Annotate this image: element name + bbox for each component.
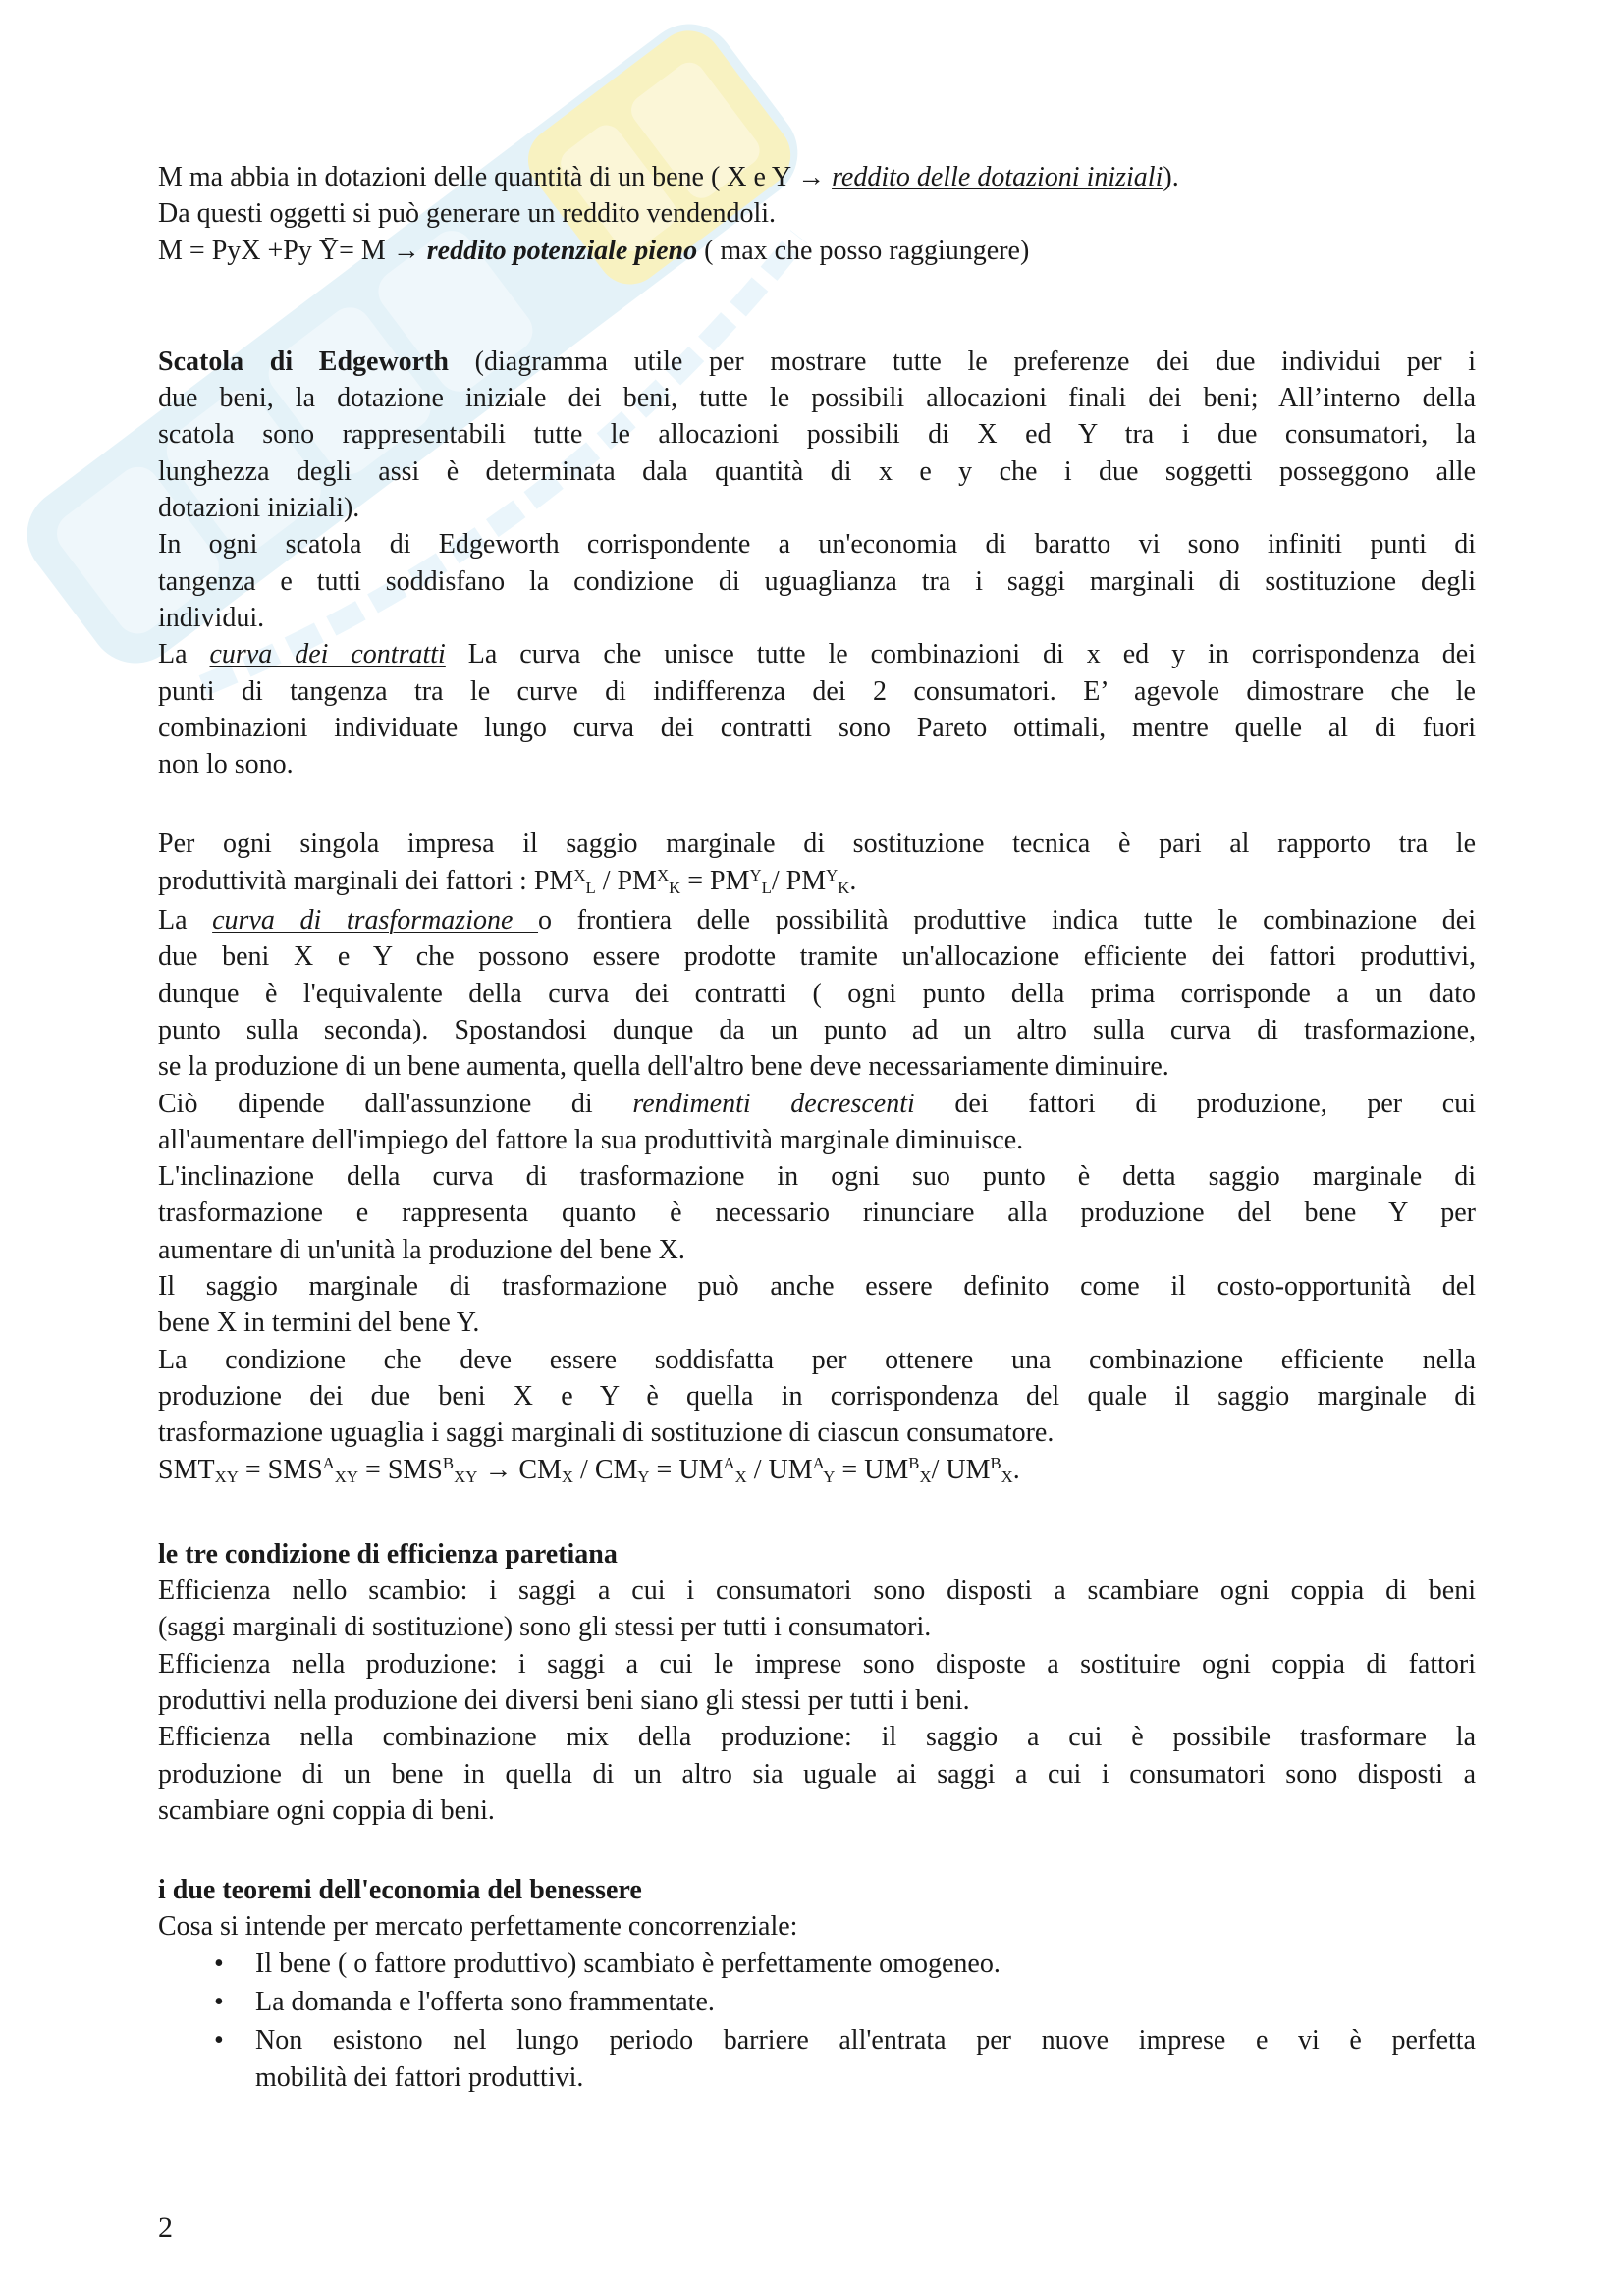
formula-subscript: X <box>1001 1468 1013 1487</box>
formula-term: / UM <box>746 1454 813 1485</box>
formula-term: / CM <box>573 1454 638 1485</box>
formula-subscript: X <box>919 1468 932 1487</box>
paragraph-production-efficiency <box>158 1646 1476 1720</box>
section-heading: i due teoremi dell'economia del benessere <box>158 1875 642 1906</box>
text-run: La <box>158 905 213 936</box>
list-item <box>158 1946 1476 1982</box>
text-run: dei fattori di produzione, per cui <box>914 1088 1476 1119</box>
text-line: L'inclinazione della curva di trasformazione in ogni suo punto è detta saggio marginale di <box>158 1161 1476 1193</box>
formula-superscript: B <box>908 1454 920 1473</box>
formula-term: → CM <box>477 1454 562 1485</box>
key-term: curva di trasformazione <box>212 905 539 936</box>
formula-superscript: X <box>573 865 586 884</box>
paragraph-transformation-curve <box>158 902 1476 1085</box>
text-line: lunghezza degli assi è determinata dala quantità di x e y che i due soggetti posseggono alle <box>158 455 1476 487</box>
text-line <box>158 159 1476 195</box>
text-line: Cosa si intende per mercato perfettamente concorrenziale: <box>158 1911 798 1943</box>
text-line <box>158 902 1476 938</box>
formula-superscript: A <box>322 1454 335 1473</box>
text-line: dunque è l'equivalente della curva dei contratti ( ogni punto della prima corrisponde a un dato <box>158 978 1476 1009</box>
text-line: due beni, la dotazione iniziale dei beni, tutte le possibili allocazioni finali dei beni; All’interno della <box>158 383 1476 414</box>
paragraph-barter-economy <box>158 526 1476 636</box>
text-run: M = PyX +Py Ȳ= M → <box>158 235 427 266</box>
formula-subscript: Y <box>823 1468 836 1487</box>
formula-term: / UM <box>931 1454 991 1485</box>
paragraph-efficiency-condition <box>158 1342 1476 1491</box>
text-line: La domanda e l'offerta sono frammentate. <box>255 1987 715 2018</box>
formula-term: / PM <box>595 865 657 896</box>
paragraph-edgeworth-box <box>158 344 1476 526</box>
paragraph-opportunity-cost <box>158 1268 1476 1342</box>
list-item <box>158 1984 1476 2020</box>
text-line: tangenza e tutti soddisfano la condizione di uguaglianza tra i saggi marginali di sostituzione degli <box>158 565 1476 597</box>
text-run: ( max che posso raggiungere) <box>697 235 1030 266</box>
formula-subscript: XY <box>214 1468 239 1487</box>
key-term: rendimenti decrescenti <box>632 1088 915 1119</box>
paragraph-transformation-slope <box>158 1158 1476 1268</box>
text-line: Il bene ( o fattore produttivo) scambiato è perfettamente omogeneo. <box>255 1948 1001 1979</box>
text-line <box>158 233 1476 269</box>
formula-subscript: X <box>734 1468 747 1487</box>
formula-superscript: Y <box>749 865 762 884</box>
text-line: produzione dei due beni X e Y è quella in corrispondenza del quale il saggio marginale di <box>158 1380 1476 1412</box>
formula-subscript: K <box>669 879 681 898</box>
text-run: La curva che unisce tutte le combinazioni di x ed y in corrispondenza dei <box>445 639 1476 670</box>
text-run: o frontiera delle possibilità produttive indica tutte le combinazione dei <box>538 905 1476 936</box>
text-line: Da questi oggetti si può generare un reddito vendendoli. <box>158 198 777 230</box>
text-line: punto sulla seconda). Spostandosi dunque da un punto ad un altro sulla curva di trasformazione, <box>158 1014 1476 1045</box>
section-term: Scatola di Edgeworth <box>158 346 449 377</box>
text-line: Efficienza nello scambio: i saggi a cui i consumatori sono disposti a scambiare ogni coppia di beni <box>158 1575 1476 1607</box>
formula-superscript: B <box>990 1454 1001 1473</box>
formula-subscript: X <box>561 1468 574 1487</box>
paragraph-technical-substitution <box>158 826 1476 902</box>
text-line: In ogni scatola di Edgeworth corrispondente a un'economia di baratto vi sono infiniti punti di <box>158 529 1476 561</box>
formula-line <box>158 863 1476 902</box>
paragraph-diminishing-returns <box>158 1086 1476 1159</box>
text-line: Efficienza nella combinazione mix della produzione: il saggio a cui è possibile trasformare la <box>158 1722 1476 1753</box>
text-run: produttività marginali dei fattori : <box>158 865 534 896</box>
key-term: reddito potenziale pieno <box>426 235 698 266</box>
text-line <box>158 636 1476 672</box>
text-line: trasformazione uguaglia i saggi marginali di sostituzione di ciascun consumatore. <box>158 1417 1055 1449</box>
text-line: punti di tangenza tra le curve di indifferenza dei 2 consumatori. E’ agevole dimostrare che le <box>158 675 1476 707</box>
text-run: (diagramma utile per mostrare tutte le preferenze dei due individui per i <box>449 346 1476 377</box>
text-line: all'aumentare dell'impiego del fattore la sua produttività marginale diminuisce. <box>158 1124 1024 1155</box>
paragraph-endowment-income <box>158 159 1476 269</box>
text-line: produzione di un bene in quella di un altro sia uguale ai saggi a cui i consumatori sono disposti a <box>158 1758 1476 1789</box>
formula-subscript: K <box>838 879 850 898</box>
formula-term: / PM <box>771 865 827 896</box>
text-line: scambiare ogni coppia di beni. <box>158 1794 495 1826</box>
formula-superscript: B <box>442 1454 455 1473</box>
text-run: La <box>158 639 210 670</box>
formula-superscript: A <box>812 1454 824 1473</box>
section-heading: le tre condizione di efficienza paretiana <box>158 1538 618 1570</box>
text-line: due beni X e Y che possono essere prodotte tramite un'allocazione efficiente dei fattori produttivi, <box>158 941 1476 973</box>
text-line: mobilità dei fattori produttivi. <box>255 2061 584 2093</box>
section-pareto-efficiency <box>158 1536 1476 1829</box>
formula-term: = PM <box>680 865 750 896</box>
formula-subscript: XY <box>334 1468 359 1487</box>
bullet-list <box>158 1946 1476 2096</box>
list-item <box>158 2022 1476 2096</box>
text-line: non lo sono. <box>158 749 294 780</box>
paragraph-product-mix-efficiency <box>158 1719 1476 1829</box>
formula-term: = UM <box>649 1454 724 1485</box>
formula-superscript: Y <box>826 865 839 884</box>
page-body <box>158 159 1476 2096</box>
bullet-icon: • <box>214 2025 224 2056</box>
text-line: Non esistono nel lungo periodo barriere all'entrata per nuove imprese e vi è perfetta <box>255 2025 1476 2056</box>
formula-term: SMT <box>158 1454 215 1485</box>
section-welfare-theorems <box>158 1872 1476 2096</box>
formula-superscript: X <box>656 865 670 884</box>
text-line: trasformazione e rappresenta quanto è necessario rinunciare alla produzione del bene Y per <box>158 1198 1476 1229</box>
text-line: Per ogni singola impresa il saggio marginale di sostituzione tecnica è pari al rapporto tra le <box>158 828 1476 860</box>
formula-term: PM <box>533 865 574 896</box>
page-number: 2 <box>158 2212 173 2244</box>
text-line: Il saggio marginale di trasformazione può anche essere definito come il costo-opportunità del <box>158 1271 1476 1303</box>
bullet-icon: • <box>214 1948 224 1979</box>
text-run: M ma abbia in dotazioni delle quantità di un bene ( X e Y → <box>158 162 833 192</box>
key-term: reddito delle dotazioni iniziali <box>832 162 1163 192</box>
formula-term: . <box>849 865 857 896</box>
paragraph-exchange-efficiency <box>158 1573 1476 1646</box>
text-line: se la produzione di un bene aumenta, quella dell'altro bene deve necessariamente diminuire. <box>158 1051 1169 1083</box>
formula-superscript: A <box>723 1454 735 1473</box>
formula-term: . <box>1012 1454 1020 1485</box>
paragraph-contract-curve <box>158 636 1476 782</box>
text-line: (saggi marginali di sostituzione) sono gli stessi per tutti i consumatori. <box>158 1612 932 1643</box>
formula-subscript: L <box>761 879 772 898</box>
bullet-icon: • <box>214 1987 224 2018</box>
formula-subscript: XY <box>454 1468 478 1487</box>
text-line <box>158 344 1476 380</box>
formula-line <box>158 1452 1476 1491</box>
formula-term: = UM <box>835 1454 909 1485</box>
text-line: dotazioni iniziali). <box>158 493 360 524</box>
formula-term: = SMS <box>238 1454 323 1485</box>
text-line: aumentare di un'unità la produzione del bene X. <box>158 1234 685 1265</box>
formula-term: = SMS <box>358 1454 443 1485</box>
text-line: individui. <box>158 602 265 633</box>
text-line: combinazioni individuate lungo curva dei contratti sono Pareto ottimali, mentre quelle al di fuori <box>158 712 1476 743</box>
text-line: Efficienza nella produzione: i saggi a cui le imprese sono disposte a sostituire ogni coppia di fattori <box>158 1648 1476 1680</box>
text-line: produttivi nella produzione dei diversi beni siano gli stessi per tutti i beni. <box>158 1684 970 1716</box>
formula-subscript: Y <box>637 1468 650 1487</box>
text-line: bene X in termini del bene Y. <box>158 1308 480 1339</box>
text-line <box>158 1086 1476 1122</box>
key-term: curva dei contratti <box>209 639 446 670</box>
text-line: La condizione che deve essere soddisfatta per ottenere una combinazione efficiente nella <box>158 1344 1476 1375</box>
text-run: Ciò dipende dall'assunzione di <box>158 1088 633 1119</box>
text-run: ). <box>1163 162 1179 192</box>
text-line: scatola sono rappresentabili tutte le allocazioni possibili di X ed Y tra i due consumatori, la <box>158 419 1476 451</box>
formula-subscript: L <box>585 879 596 898</box>
